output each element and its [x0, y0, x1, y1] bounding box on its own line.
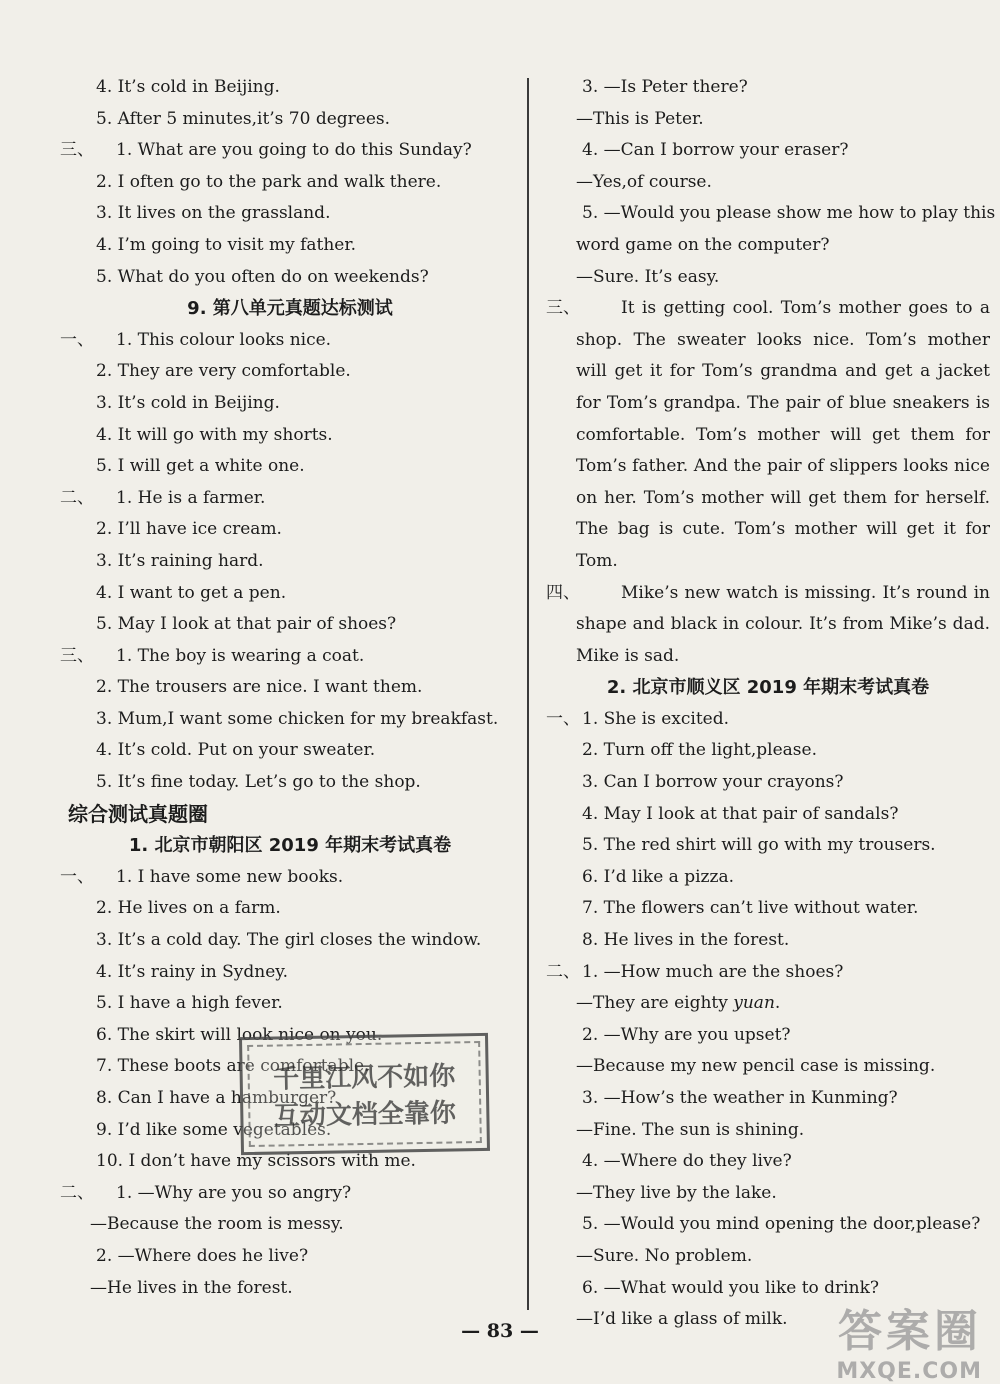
section-marker: 一、 — [546, 708, 580, 729]
answer-line: 7. The flowers can’t live without water. — [582, 898, 919, 919]
answer-line: 4. I want to get a pen. — [96, 582, 287, 603]
section-marker: 三、 — [546, 298, 580, 319]
answer-line: 一、 1. I have some new books. — [60, 862, 520, 894]
answer-line: 3. It’s cold in Beijing. — [96, 392, 280, 413]
answer-line: —They live by the lake. — [576, 1182, 777, 1203]
answer-line: —They are eighty yuan. — [576, 993, 781, 1014]
answer-line: 一、 1. She is excited. — [546, 704, 990, 736]
answer-line: 4. —Where do they live? — [582, 1151, 792, 1172]
stamp-line: 互动文档全靠你 — [273, 1098, 457, 1132]
answer-line: 4. It’s cold in Beijing. — [96, 77, 280, 97]
answer-line: 2. I often go to the park and walk there. — [96, 171, 442, 192]
answer-line: 6. The skirt will look nice on you. — [96, 1024, 383, 1045]
answer-line: 5. May I look at that pair of shoes? — [96, 614, 397, 635]
answer-line: 2. —Where does he live? — [96, 1245, 309, 1266]
answer-line: 4. It’s rainy in Sydney. — [96, 961, 289, 982]
answer-line: 一、 1. This colour looks nice. — [60, 325, 520, 357]
answer-line: 3. —How’s the weather in Kunming? — [582, 1088, 898, 1108]
section-marker: 一、 — [60, 866, 94, 887]
site-watermark — [752, 1295, 982, 1384]
answer-line: 8. He lives in the forest. — [582, 930, 790, 951]
answer-line: 5. I will get a white one. — [96, 456, 305, 477]
part-title: 综合测试真题圈 — [68, 801, 208, 826]
stamp-overlay — [239, 1033, 490, 1155]
answer-line: 5. The red shirt will go with my trousers. — [582, 835, 936, 856]
answer-line: 6. —What would you like to drink? — [582, 1277, 879, 1298]
unit-heading: 9. 第八单元真题达标测试 — [187, 298, 393, 320]
answer-line: 3. It’s a cold day. The girl closes the window. — [96, 930, 482, 951]
answer-line: 2. I’ll have ice cream. — [96, 519, 282, 540]
answer-line: —Because the room is messy. — [90, 1214, 344, 1235]
section-marker: 三、 — [60, 140, 94, 161]
section-marker: 三、 — [60, 645, 94, 666]
answer-line: 二、 1. —Why are you so angry? — [60, 1178, 520, 1210]
answer-line: 二、 1. He is a farmer. — [60, 483, 520, 515]
exam-heading: 2. 北京市顺义区 2019 年期末考试真卷 — [606, 677, 930, 699]
answer-line: 4. It will go with my shorts. — [96, 424, 333, 445]
answer-line: —Because my new pencil case is missing. — [576, 1056, 936, 1077]
passage-section-3 — [546, 293, 990, 577]
answer-line: 3. It’s raining hard. — [96, 550, 264, 571]
passage-text: Mike’s new watch is missing. It’s round in shape and black in colour. It’s from Mike’s dad. Mike is sad. — [576, 582, 990, 666]
page-number: — 83 — — [461, 1320, 539, 1342]
answer-line: —Yes,of course. — [576, 171, 712, 192]
answer-line: 4. I’m going to visit my father. — [96, 234, 357, 255]
answer-line: 3. Mum,I want some chicken for my breakfast. — [96, 708, 499, 729]
answer-line: word game on the computer? — [576, 234, 830, 255]
answer-line: 三、 1. What are you going to do this Sunday? — [60, 135, 520, 167]
passage-text: It is getting cool. Tom’s mother goes to a shop. The sweater looks nice. Tom’s mother will get it for Tom’s grandma and get a jacket for Tom’s grandpa. The pair of blue sneakers is comfortable. Tom’s mother will get them for Tom’s father. And the pair of slippers looks nice on her. Tom’s mother will get them for herself. The bag is cute. Tom’s mother will get it for Tom. — [576, 298, 990, 571]
answer-line: 6. I’d like a pizza. — [582, 866, 734, 887]
answer-line: 10. I don’t have my scissors with me. — [96, 1151, 416, 1172]
watermark-url: MXQE.COM — [836, 1359, 982, 1384]
answer-line: 9. I’d like some vegetables. — [96, 1119, 332, 1140]
answer-line: 5. It’s fine today. Let’s go to the shop. — [96, 772, 421, 793]
section-marker: 二、 — [60, 1182, 94, 1203]
answer-line: 三、 1. The boy is wearing a coat. — [60, 641, 520, 673]
exam-heading: 1. 北京市朝阳区 2019 年期末考试真卷 — [128, 835, 452, 857]
answer-line: 3. —Is Peter there? — [582, 77, 748, 97]
column-divider — [527, 78, 529, 1310]
answer-line: 5. What do you often do on weekends? — [96, 266, 429, 287]
section-marker: 二、 — [60, 487, 94, 508]
stamp-line: 千里江风不如你 — [272, 1061, 456, 1095]
answer-line: 5. I have a high fever. — [96, 993, 283, 1014]
section-marker: 二、 — [546, 961, 580, 982]
section-marker: 一、 — [60, 329, 94, 350]
answer-line: 2. Turn off the light,please. — [582, 740, 817, 761]
answer-line: 5. —Would you please show me how to play this — [582, 203, 996, 224]
section-marker: 四、 — [546, 582, 580, 603]
answer-line: —I’d like a glass of milk. — [576, 1309, 788, 1330]
answer-line: 2. —Why are you upset? — [582, 1024, 791, 1045]
answer-line: —He lives in the forest. — [90, 1277, 293, 1298]
answer-line: 7. These boots are comfortable. — [96, 1056, 370, 1077]
answer-line: —Sure. It’s easy. — [576, 266, 720, 287]
answer-line: 4. It’s cold. Put on your sweater. — [96, 740, 376, 761]
answer-line: 2. He lives on a farm. — [96, 898, 281, 919]
right-column — [546, 72, 996, 1336]
answer-line: 2. The trousers are nice. I want them. — [96, 677, 423, 698]
answer-line: 5. —Would you mind opening the door,please? — [582, 1214, 981, 1235]
answer-line: 二、 1. —How much are the shoes? — [546, 957, 990, 989]
answer-line: 4. May I look at that pair of sandals? — [582, 803, 899, 824]
answer-line: —Sure. No problem. — [576, 1245, 753, 1266]
answer-line: 4. —Can I borrow your eraser? — [582, 140, 849, 161]
answer-line: 2. They are very comfortable. — [96, 361, 351, 382]
passage-section-4 — [546, 578, 990, 673]
answer-line: 5. After 5 minutes,it’s 70 degrees. — [96, 108, 391, 129]
answer-line: —Fine. The sun is shining. — [576, 1119, 805, 1140]
watermark-logo: 答案圈 — [838, 1306, 982, 1357]
answer-line: —This is Peter. — [576, 108, 704, 129]
answer-line: 3. It lives on the grassland. — [96, 203, 331, 224]
answer-line: 8. Can I have a hamburger? — [96, 1088, 337, 1108]
answer-line: 3. Can I borrow your crayons? — [582, 772, 844, 793]
